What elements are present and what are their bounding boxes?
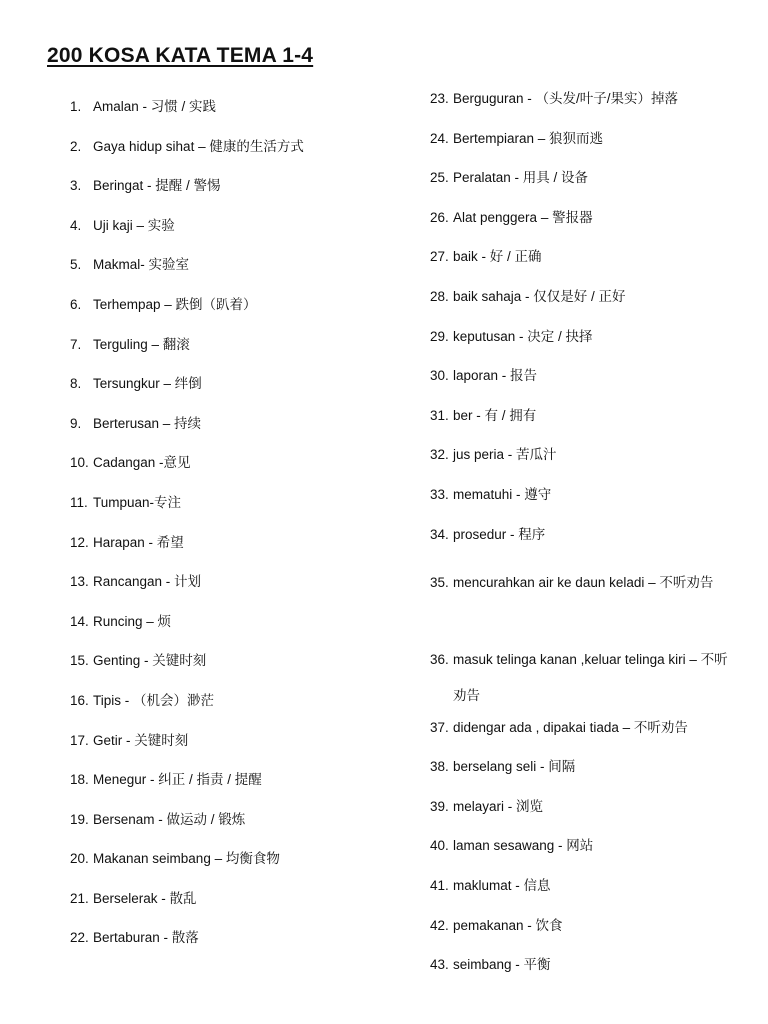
vocab-item xyxy=(430,564,730,642)
vocab-number: 29. xyxy=(430,328,449,344)
vocab-item xyxy=(70,216,400,256)
vocab-number: 19. xyxy=(70,811,89,827)
vocab-number: 32. xyxy=(430,447,449,463)
vocab-number: 11. xyxy=(70,494,88,510)
vocab-item xyxy=(70,335,400,375)
vocab-number: 31. xyxy=(430,407,449,423)
vocab-item xyxy=(70,770,400,810)
vocab-entry: melayari - 浏览 xyxy=(453,798,544,814)
vocab-item xyxy=(430,757,730,797)
vocab-entry: Makanan seimbang – 均衡食物 xyxy=(93,851,280,867)
vocab-entry: Beringat - 提醒 / 警惕 xyxy=(93,178,221,194)
vocab-item xyxy=(70,453,400,493)
vocab-number: 7. xyxy=(70,336,82,352)
vocab-entry: Alat penggera – 警报器 xyxy=(453,209,593,225)
vocab-item xyxy=(70,176,400,216)
vocab-number: 2. xyxy=(70,138,82,154)
vocab-number: 33. xyxy=(430,486,449,502)
vocab-entry: Makmal- 实验室 xyxy=(93,257,190,273)
vocab-number: 10. xyxy=(70,455,89,471)
vocab-number: 13. xyxy=(70,574,89,590)
vocab-entry: jus peria - 苦瓜汁 xyxy=(453,447,557,463)
vocab-number: 25. xyxy=(430,170,449,186)
vocab-number: 34. xyxy=(430,526,449,542)
vocab-item xyxy=(70,691,400,731)
vocab-item xyxy=(70,533,400,573)
vocab-entry: Harapan - 希望 xyxy=(93,534,184,550)
vocab-item xyxy=(70,810,400,850)
vocab-number: 30. xyxy=(430,368,449,384)
vocab-number: 1. xyxy=(70,99,82,114)
vocab-entry: keputusan - 决定 / 抉择 xyxy=(453,328,593,344)
vocab-item xyxy=(70,414,400,454)
vocab-entry: Uji kaji – 实验 xyxy=(93,217,175,233)
vocab-entry: seimbang - 平衡 xyxy=(453,957,551,973)
vocab-number: 5. xyxy=(70,257,82,273)
vocab-entry: Peralatan - 用具 / 设备 xyxy=(453,170,589,186)
vocab-item xyxy=(70,493,400,533)
vocab-entry: Rancangan - 计划 xyxy=(93,574,202,590)
vocab-number: 16. xyxy=(70,692,89,708)
vocab-entry: Gaya hidup sihat – 健康的生活方式 xyxy=(93,138,304,154)
vocab-item xyxy=(430,797,730,837)
vocab-item xyxy=(70,849,400,889)
vocab-entry: Runcing – 烦 xyxy=(93,613,172,629)
vocab-entry: mencurahkan air ke daun keladi – 不听劝告 xyxy=(453,575,714,591)
vocab-entry: masuk telinga kanan ,keluar telinga kiri – 不听劝告 xyxy=(453,651,728,703)
vocab-entry: Terhempap – 跌倒（趴着） xyxy=(93,296,257,312)
vocab-number: 3. xyxy=(70,178,82,194)
vocab-entry: Cadangan -意见 xyxy=(93,455,191,471)
vocab-entry: Berselerak - 散乱 xyxy=(93,890,197,906)
vocab-item xyxy=(70,928,400,968)
vocab-number: 8. xyxy=(70,376,82,392)
vocab-number: 24. xyxy=(430,130,449,146)
page-title: 200 KOSA KATA TEMA 1-4 xyxy=(47,44,314,67)
vocabulary-list-right xyxy=(430,89,730,995)
vocab-number: 27. xyxy=(430,249,449,265)
vocab-number: 40. xyxy=(430,838,449,854)
vocab-item xyxy=(70,255,400,295)
vocab-entry: Terguling – 翻滚 xyxy=(93,336,190,352)
vocab-number: 17. xyxy=(70,732,89,748)
vocab-entry: ber - 有 / 拥有 xyxy=(453,407,537,423)
vocabulary-list-left xyxy=(70,97,400,968)
vocab-number: 20. xyxy=(70,851,89,867)
vocab-number: 15. xyxy=(70,653,89,669)
vocab-entry: Tersungkur – 绊倒 xyxy=(93,376,202,392)
vocab-number: 6. xyxy=(70,296,82,312)
vocab-number: 43. xyxy=(430,957,449,973)
vocab-number: 36. xyxy=(430,651,449,667)
vocab-entry: Genting - 关键时刻 xyxy=(93,653,207,669)
vocab-number: 12. xyxy=(70,534,89,550)
vocab-item xyxy=(430,247,730,287)
vocab-number: 28. xyxy=(430,288,449,304)
vocab-item xyxy=(70,572,400,612)
vocab-item xyxy=(430,287,730,327)
vocab-entry: mematuhi - 遵守 xyxy=(453,486,552,502)
vocab-number: 26. xyxy=(430,209,449,225)
vocab-number: 18. xyxy=(70,772,89,788)
vocab-item xyxy=(430,718,730,758)
vocab-item xyxy=(430,916,730,956)
vocab-entry: Bertaburan - 散落 xyxy=(93,930,199,946)
vocab-entry: berselang seli - 间隔 xyxy=(453,759,576,775)
vocab-item xyxy=(430,485,730,525)
vocab-item xyxy=(430,168,730,208)
vocab-entry: Tipis - （机会）渺茫 xyxy=(93,692,214,708)
vocab-entry: pemakanan - 饮食 xyxy=(453,917,563,933)
vocab-item xyxy=(430,876,730,916)
vocab-entry: Menegur - 纠正 / 指责 / 提醒 xyxy=(93,772,262,788)
vocab-entry: laporan - 报告 xyxy=(453,368,538,384)
vocab-item xyxy=(70,651,400,691)
vocab-number: 21. xyxy=(70,890,89,906)
vocab-number: 37. xyxy=(430,719,449,735)
vocab-item xyxy=(70,374,400,414)
vocab-number: 41. xyxy=(430,878,449,893)
vocab-number: 4. xyxy=(70,217,82,233)
vocab-entry: laman sesawang - 网站 xyxy=(453,838,594,854)
vocab-item xyxy=(430,445,730,485)
vocab-item xyxy=(430,89,730,129)
vocab-item xyxy=(430,642,730,718)
vocab-item xyxy=(70,295,400,335)
vocab-item xyxy=(70,889,400,929)
vocab-number: 23. xyxy=(430,91,449,106)
vocab-item xyxy=(70,731,400,771)
vocab-item xyxy=(430,366,730,406)
vocab-entry: Getir - 关键时刻 xyxy=(93,732,189,748)
vocab-number: 38. xyxy=(430,759,449,775)
vocab-entry: Tumpuan-专注 xyxy=(93,494,182,510)
vocab-item xyxy=(430,525,730,565)
vocab-item xyxy=(430,955,730,995)
vocab-item xyxy=(70,137,400,177)
vocab-item xyxy=(430,208,730,248)
vocab-entry: Bersenam - 做运动 / 锻炼 xyxy=(93,811,246,827)
vocab-number: 39. xyxy=(430,798,449,814)
vocab-entry: Berterusan – 持续 xyxy=(93,415,202,431)
vocab-item xyxy=(430,406,730,446)
vocab-number: 9. xyxy=(70,415,82,431)
vocab-entry: baik sahaja - 仅仅是好 / 正好 xyxy=(453,288,626,304)
vocab-entry: Bertempiaran – 狼狈而逃 xyxy=(453,130,604,146)
vocab-item xyxy=(430,327,730,367)
vocab-number: 42. xyxy=(430,917,449,933)
vocab-entry: maklumat - 信息 xyxy=(453,878,551,893)
vocab-number: 22. xyxy=(70,930,89,946)
vocab-number: 35. xyxy=(430,575,449,591)
vocab-entry: prosedur - 程序 xyxy=(453,526,546,542)
vocab-entry: Amalan - 习惯 / 实践 xyxy=(93,99,217,114)
vocab-item xyxy=(70,97,400,137)
vocab-item xyxy=(430,129,730,169)
vocab-entry: Berguguran - （头发/叶子/果实）掉落 xyxy=(453,91,679,106)
vocab-item xyxy=(70,612,400,652)
vocab-item xyxy=(430,836,730,876)
vocab-entry: baik - 好 / 正确 xyxy=(453,249,542,265)
vocab-entry: didengar ada , dipakai tiada – 不听劝告 xyxy=(453,719,688,735)
vocab-number: 14. xyxy=(70,613,89,629)
